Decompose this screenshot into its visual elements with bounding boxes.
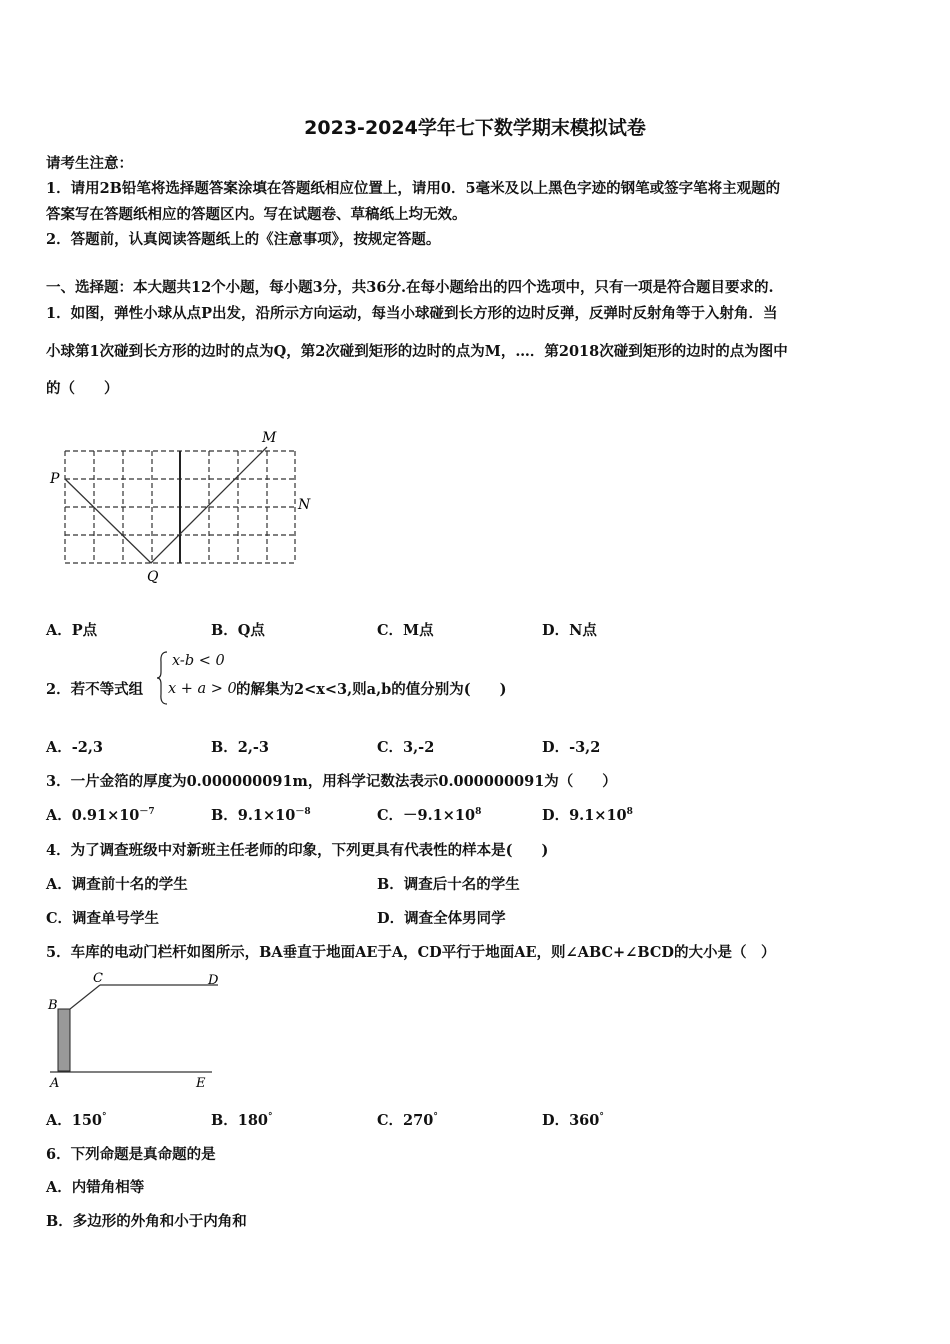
q3-option-b: B．$9.1\times 10^{-8}$: [211, 807, 311, 824]
q6-option-b: B．多边形的外角和小于内角和: [46, 1213, 247, 1230]
notice-item-1a: 1．请用2B铅笔将选择题答案涂填在答题纸相应位置上，请用0．5毫米及以上黑色字迹的钢笔或签字笔将主观题的: [46, 180, 781, 197]
segment-bc: [70, 985, 100, 1009]
q4-text: 4．为了调查班级中对新班主任老师的印象，下列更具有代表性的样本是( ): [46, 842, 549, 859]
q2-option-b: B．2,-3: [211, 739, 269, 756]
q1-line-3: 的（ ）: [46, 380, 119, 397]
q2-option-c: C．3,-2: [377, 739, 435, 756]
q2-suffix: 的解集为2<x<3,则a,b的值分别为( ): [236, 681, 507, 698]
q1-line-1: 1．如图，弹性小球从点P出发，沿所示方向运动，每当小球碰到长方形的边时反弹，反弹时反射角等于入射角．当: [46, 305, 778, 322]
q1-option-c: C．M点: [377, 622, 434, 639]
gate-post: [58, 1009, 70, 1071]
section-1-heading: 一、选择题：本大题共12个小题，每小题3分，共36分.在每小题给出的四个选项中，只有一项是符合题目要求的.: [46, 279, 774, 296]
label-p: P: [50, 471, 60, 487]
label-n: N: [298, 497, 311, 513]
label-b: B: [48, 998, 58, 1013]
page-title: 2023-2024学年七下数学期末模拟试卷: [304, 117, 646, 139]
notice-heading: 请考生注意：: [46, 155, 133, 172]
q2-inequality-1: x-b < 0: [172, 653, 225, 669]
brace-icon: [155, 650, 169, 706]
q5-text: 5．车库的电动门栏杆如图所示，BA垂直于地面AE于A，CD平行于地面AE，则∠ABC+∠BCD的大小是（ ）: [46, 944, 776, 961]
q1-option-d: D．N点: [542, 622, 597, 639]
q3-option-c: C．$-9.1\times 10^8$: [377, 807, 482, 824]
notice-item-2: 2．答题前，认真阅读答题纸上的《注意事项》，按规定答题。: [46, 231, 441, 248]
label-e: E: [196, 1076, 206, 1091]
q5-option-b: B．180°: [211, 1112, 273, 1129]
q2-inequality-2: x + a > 0: [168, 681, 237, 697]
q3-text: 3．一片金箔的厚度为0.000000091m，用科学记数法表示0.000000091为（ ）: [46, 773, 617, 790]
q2-option-a: A．-2,3: [46, 739, 103, 756]
label-q: Q: [147, 569, 159, 585]
q4-option-d: D．调查全体男同学: [377, 910, 506, 927]
q6-text: 6．下列命题是真命题的是: [46, 1146, 216, 1163]
q1-option-b: B．Q点: [211, 622, 265, 639]
q1-line-2: 小球第1次碰到长方形的边时的点为Q，第2次碰到矩形的边时的点为M，…．第2018次碰到矩形的边时的点为图中: [46, 343, 788, 360]
q5-figure: [44, 965, 224, 1095]
q2-prefix: 2．若不等式组: [46, 681, 144, 698]
q1-figure: [44, 425, 324, 590]
q4-option-b: B．调查后十名的学生: [377, 876, 520, 893]
label-d: D: [208, 973, 219, 988]
label-a: A: [50, 1076, 60, 1091]
q5-option-a: A．150°: [46, 1112, 107, 1129]
q2-option-d: D．-3,2: [542, 739, 601, 756]
label-m: M: [262, 430, 277, 446]
q3-option-a: A．$0.91\times 10^{-7}$: [46, 807, 155, 824]
q5-option-c: C．270°: [377, 1112, 438, 1129]
q5-option-d: D．360°: [542, 1112, 604, 1129]
q4-option-a: A．调查前十名的学生: [46, 876, 188, 893]
q4-option-c: C．调查单号学生: [46, 910, 160, 927]
ball-path: [65, 447, 267, 563]
q3-option-d: D．$9.1\times 10^8$: [542, 807, 633, 824]
label-c: C: [93, 971, 103, 986]
notice-item-1b: 答案写在答题纸相应的答题区内。写在试题卷、草稿纸上均无效。: [46, 206, 467, 223]
q1-option-a: A．P点: [46, 622, 98, 639]
q6-option-a: A．内错角相等: [46, 1179, 145, 1196]
